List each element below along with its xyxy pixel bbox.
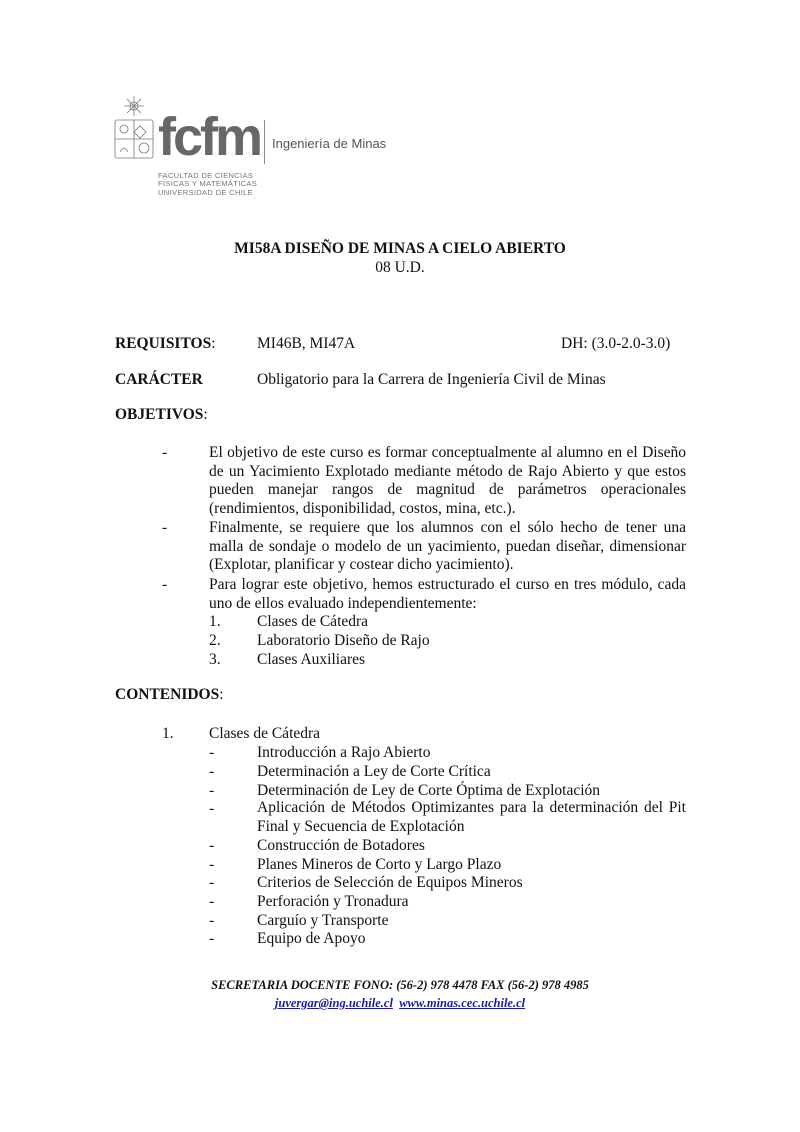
contenido-dash: - xyxy=(209,893,215,910)
contenido-item: Equipo de Apoyo xyxy=(257,930,366,947)
logo-divider xyxy=(264,120,265,164)
contenido-item: Planes Mineros de Corto y Largo Plazo xyxy=(257,856,502,873)
contenido-item: Determinación a Ley de Corte Crítica xyxy=(257,763,491,780)
contenido-dash: - xyxy=(209,800,215,817)
module-name: Clases de Cátedra xyxy=(257,613,369,630)
contenido-item: Determinación de Ley de Corte Óptima de Explotación xyxy=(257,782,601,799)
module-name: Clases Auxiliares xyxy=(257,651,366,668)
contenido-dash: - xyxy=(209,912,215,929)
section-title: Clases de Cátedra xyxy=(209,725,321,742)
website-link[interactable]: www.minas.cec.uchile.cl xyxy=(399,996,526,1010)
objetivo-item: El objetivo de este curso es formar conceptualmente al alumno en el Diseño de un Yacimiento Explotado mediante método de Rajo Abierto y que estos pueden manejar rangos de magnitud de parámetros operacionales (rendimientos, disponibilidad, costos, mina, etc.). xyxy=(209,444,686,517)
contenido-dash: - xyxy=(209,856,215,873)
contenido-item: Carguío y Transporte xyxy=(257,912,389,929)
university-seal-icon xyxy=(112,96,156,166)
requisitos-label: REQUISITOS: xyxy=(115,335,216,352)
contenidos-label: CONTENIDOS: xyxy=(115,686,224,703)
footer-contact: SECRETARIA DOCENTE FONO: (56-2) 978 4478 FAX (56-2) 978 4985 xyxy=(211,978,589,992)
objetivo-item: Para lograr este objetivo, hemos estructurado el curso en tres módulo, cada uno de ellos evaluado independientemente: xyxy=(209,576,686,612)
contenido-item: Criterios de Selección de Equipos Mineros xyxy=(257,874,523,891)
caracter-label: CARÁCTER xyxy=(115,371,203,388)
contenido-item: Perforación y Tronadura xyxy=(257,893,409,910)
dh-value: DH: (3.0-2.0-3.0) xyxy=(561,335,671,352)
logo-text: fcfm xyxy=(158,107,261,167)
course-units: 08 U.D. xyxy=(375,259,425,276)
department-name: Ingeniería de Minas xyxy=(272,136,387,151)
objetivo-dash: - xyxy=(162,519,168,536)
contenido-dash: - xyxy=(209,874,215,891)
requisitos-value: MI46B, MI47A xyxy=(257,335,356,352)
contenido-item: Construcción de Botadores xyxy=(257,837,425,854)
module-name: Laboratorio Diseño de Rajo xyxy=(257,632,430,649)
email-link[interactable]: juvergar@ing.uchile.cl xyxy=(274,996,393,1010)
objetivo-dash: - xyxy=(162,444,168,461)
contenido-dash: - xyxy=(209,782,215,799)
footer-links xyxy=(0,996,800,1011)
contenido-dash: - xyxy=(209,930,215,947)
module-number: 1. xyxy=(209,613,221,630)
contenido-dash: - xyxy=(209,763,215,780)
contenido-item: Introducción a Rajo Abierto xyxy=(257,744,431,761)
contenido-dash: - xyxy=(209,744,215,761)
caracter-value: Obligatorio para la Carrera de Ingeniería Civil de Minas xyxy=(257,371,606,388)
module-number: 2. xyxy=(209,632,221,649)
contenido-item: Aplicación de Métodos Optimizantes para la determinación del Pit Final y Secuencia de Explotación xyxy=(257,799,686,835)
objetivo-item: Finalmente, se requiere que los alumnos con el sólo hecho de tener una malla de sondaje o modelo de un yacimiento, puedan diseñar, dimensionar (Explotar, planificar y costear dicho yacimiento). xyxy=(209,519,686,573)
faculty-name: FACULTAD DE CIENCIAS FÍSICAS Y MATEMÁTICAS UNIVERSIDAD DE CHILE xyxy=(158,171,258,197)
section-number: 1. xyxy=(162,725,174,742)
contenido-dash: - xyxy=(209,837,215,854)
objetivo-dash: - xyxy=(162,576,168,593)
course-title: MI58A DISEÑO DE MINAS A CIELO ABIERTO xyxy=(234,240,566,257)
module-number: 3. xyxy=(209,651,221,668)
fcfm-logo xyxy=(112,96,402,206)
objetivos-label: OBJETIVOS: xyxy=(115,406,208,423)
